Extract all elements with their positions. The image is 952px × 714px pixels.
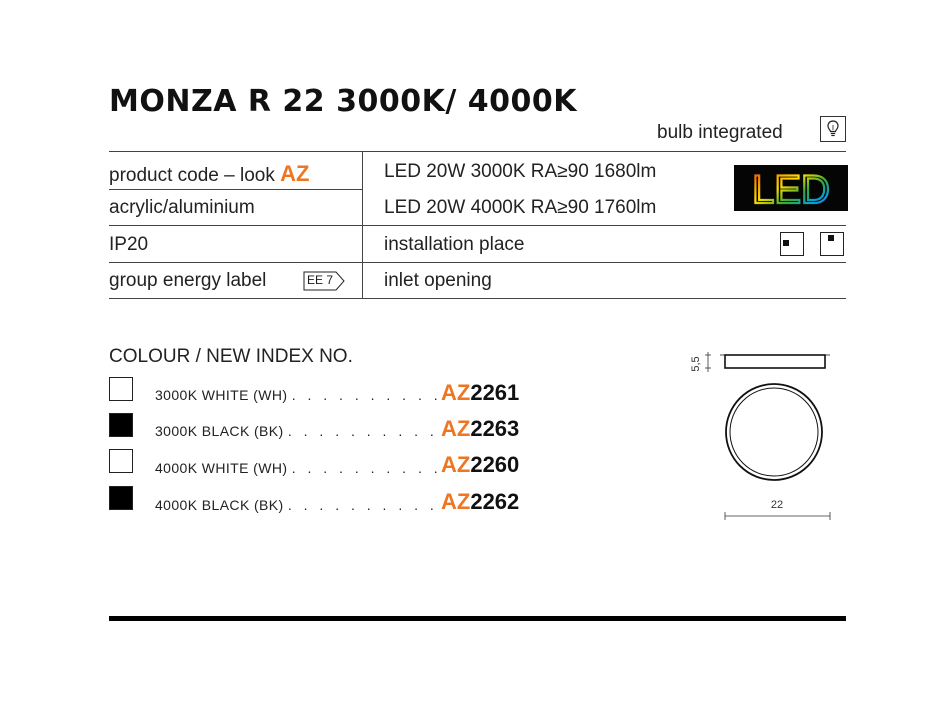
wall-mount-icon [780,232,804,256]
energy-class-text: EE 7 [307,273,334,287]
swatch-white [109,449,133,473]
variant-label: 3000K BLACK (BK) . . . . . . . . . . [155,423,438,439]
product-code-label: product code – look [109,165,281,186]
ip-rating: IP20 [109,234,149,255]
bottom-rule [109,616,846,621]
table-top-rule [109,151,846,152]
table-rule-left-split [109,189,362,190]
product-title: MONZA R 22 3000K/ 4000K [109,84,578,119]
swatch-black [109,413,133,437]
swatch-white [109,377,133,401]
height-dimension: 5,5 [690,356,702,372]
inlet-opening-label: inlet opening [384,270,492,291]
energy-label-text: group energy label [109,270,267,291]
led-4000k-spec: LED 20W 4000K RA≥90 1760lm [384,197,657,218]
product-code-az: AZ [280,161,310,186]
bulb-integrated-label: bulb integrated [657,122,783,143]
variants-title: COLOUR / NEW INDEX NO. [109,346,353,367]
swatch-black [109,486,133,510]
led-logo-text: LED [752,168,830,211]
table-column-divider [362,151,363,298]
led-3000k-spec: LED 20W 3000K RA≥90 1680lm [384,161,657,182]
energy-class-badge [303,271,345,291]
led-logo [734,165,848,211]
dimension-drawing [682,340,842,530]
table-rule-2 [109,225,846,226]
bulb-icon [820,116,846,142]
variant-code: AZ2263 [441,416,520,441]
material-cell: acrylic/aluminium [109,197,255,218]
variant-code: AZ2261 [441,380,520,405]
product-code-cell [109,161,309,187]
table-rule-3 [109,262,846,263]
variant-label: 4000K BLACK (BK) . . . . . . . . . . [155,497,438,513]
variant-code: AZ2262 [441,489,520,514]
variant-label: 4000K WHITE (WH) . . . . . . . . . . [155,460,442,476]
table-bottom-rule [109,298,846,299]
installation-place-label: installation place [384,234,525,255]
diameter-dimension: 22 [770,499,784,511]
variant-label: 3000K WHITE (WH) . . . . . . . . . . [155,387,442,403]
variant-code: AZ2260 [441,452,520,477]
ceiling-mount-icon [820,232,844,256]
